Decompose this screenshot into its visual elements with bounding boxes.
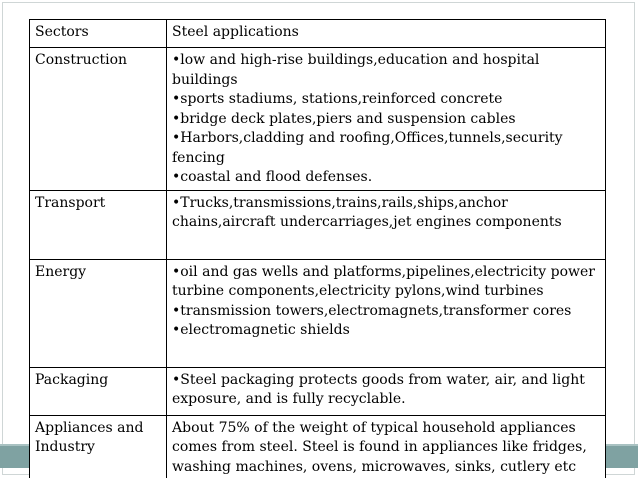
sector-cell: Energy	[30, 259, 167, 367]
table-header-row	[30, 20, 606, 48]
application-line: •oil and gas wells and platforms,pipelines,electricity power turbine components,electricity pylons,wind turbines	[172, 263, 595, 299]
sector-cell: Packaging	[30, 367, 167, 415]
application-line: •Steel packaging protects goods from water, air, and light exposure, and is fully recyclable.	[172, 371, 585, 407]
application-line: •bridge deck plates,piers and suspension cables	[172, 110, 516, 127]
application-line: •sports stadiums, stations,reinforced concrete	[172, 91, 503, 107]
table-row	[30, 190, 606, 259]
applications-cell	[167, 367, 606, 415]
applications-cell	[167, 190, 606, 259]
steel-applications-table	[29, 19, 606, 478]
table-row	[30, 415, 606, 478]
application-line: About 75% of the weight of typical household appliances comes from steel. Steel is found in appliances like fridges, washing machines, ovens, microwaves, sinks, cutlery etc	[172, 419, 587, 475]
applications-cell	[167, 48, 606, 191]
application-line: •transmission towers,electromagnets,transformer cores	[172, 302, 572, 319]
sector-cell: Construction	[30, 48, 167, 191]
applications-cell	[167, 415, 606, 478]
table-row	[30, 367, 606, 415]
applications-cell	[167, 259, 606, 367]
table-row	[30, 48, 606, 191]
header-steel-applications: Steel applications	[167, 20, 606, 48]
sector-cell: Appliances and Industry	[30, 415, 167, 478]
application-line: •Harbors,cladding and roofing,Offices,tunnels,security fencing	[172, 130, 563, 166]
header-sectors: Sectors	[30, 20, 167, 48]
application-line: •electromagnetic shields	[172, 322, 350, 338]
sector-cell: Transport	[30, 190, 167, 259]
application-line: •low and high-rise buildings,education and hospital buildings	[172, 52, 540, 88]
application-line: •Trucks,transmissions,trains,rails,ships,anchor chains,aircraft undercarriages,jet engines components	[172, 194, 562, 230]
application-line: •coastal and flood defenses.	[172, 169, 373, 185]
table-row	[30, 259, 606, 367]
